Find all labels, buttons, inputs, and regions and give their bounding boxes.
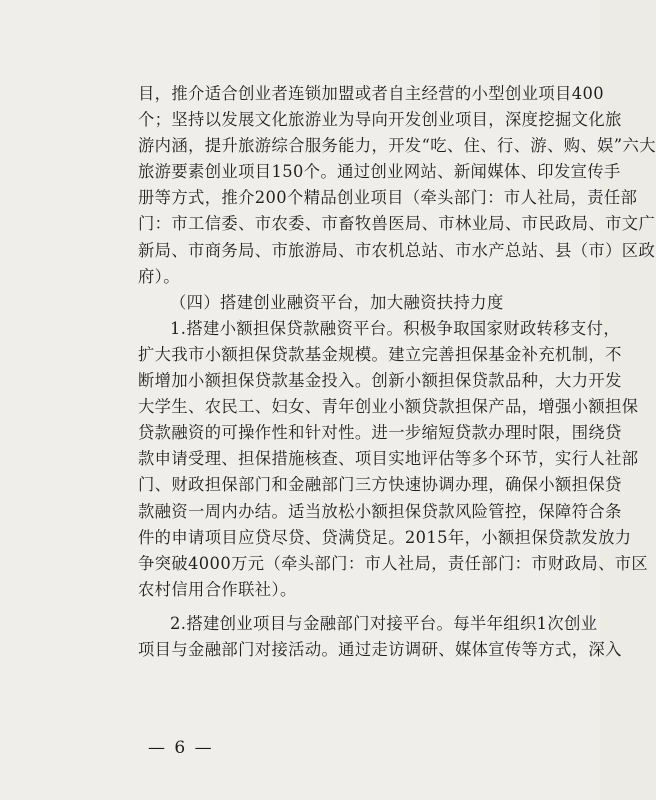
section-heading: （四）搭建创业融资平台，加大融资扶持力度 [170,292,504,312]
paragraph-line: 贷款融资的可操作性和针对性。进一步缩短贷款办理时限，围绕贷 [138,423,622,443]
paragraph-line: 款融资一周内办结。适当放松小额担保贷款风险管控，保障符合条 [138,501,622,521]
text-line: 册等方式，推介200个精品创业项目（牵头部门：市人社局，责任部 [138,188,638,208]
text-line: 个；坚持以发展文化旅游业为导向开发创业项目，深度挖掘文化旅 [138,110,622,130]
text-line: 旅游要素创业项目150个。通过创业网站、新闻媒体、印发宣传手 [138,162,621,182]
text-line: 门：市工信委、市农委、市畜牧兽医局、市林业局、市民政局、市文广 [138,214,656,234]
page-number: — 6 — [148,738,214,758]
paragraph-line: 农村信用合作联社）。 [138,579,297,599]
paragraph-line: 项目与金融部门对接活动。通过走访调研、媒体宣传等方式，深入 [138,639,622,659]
paragraph-line: 件的申请项目应贷尽贷、贷满贷足。2015年，小额担保贷款发放力 [138,527,632,547]
paragraph-line: 争突破4000万元（牵头部门：市人社局，责任部门：市财政局、市区 [138,553,649,573]
paragraph-line: 大学生、农民工、妇女、青年创业小额贷款担保产品，增强小额担保 [138,397,639,417]
paragraph-line: 门、财政担保部门和金融部门三方快速协调办理，确保小额担保贷 [138,475,622,495]
text-line: 游内涵，提升旅游综合服务能力，开发“吃、住、行、游、购、娱”六大 [138,136,656,156]
paragraph-line: 1.搭建小额担保贷款融资平台。积极争取国家财政转移支付， [170,318,621,338]
paragraph-line: 2.搭建创业项目与金融部门对接平台。每半年组织1次创业 [170,613,598,633]
document-body [138,81,656,663]
paragraph-line: 款申请受理、担保措施核查、项目实地评估等多个环节，实行人社部 [138,449,639,469]
paragraph-line: 断增加小额担保贷款基金投入。创新小额担保贷款品种，大力开发 [138,371,622,391]
paragraph-line: 扩大我市小额担保贷款基金规模。建立完善担保基金补充机制，不 [138,344,622,364]
text-line: 目，推介适合创业者连锁加盟或者自主经营的小型创业项目400 [138,84,604,103]
text-line: 府）。 [138,266,180,286]
text-line: 新局、市商务局、市旅游局、市农机总站、市水产总站、县（市）区政 [138,240,656,260]
